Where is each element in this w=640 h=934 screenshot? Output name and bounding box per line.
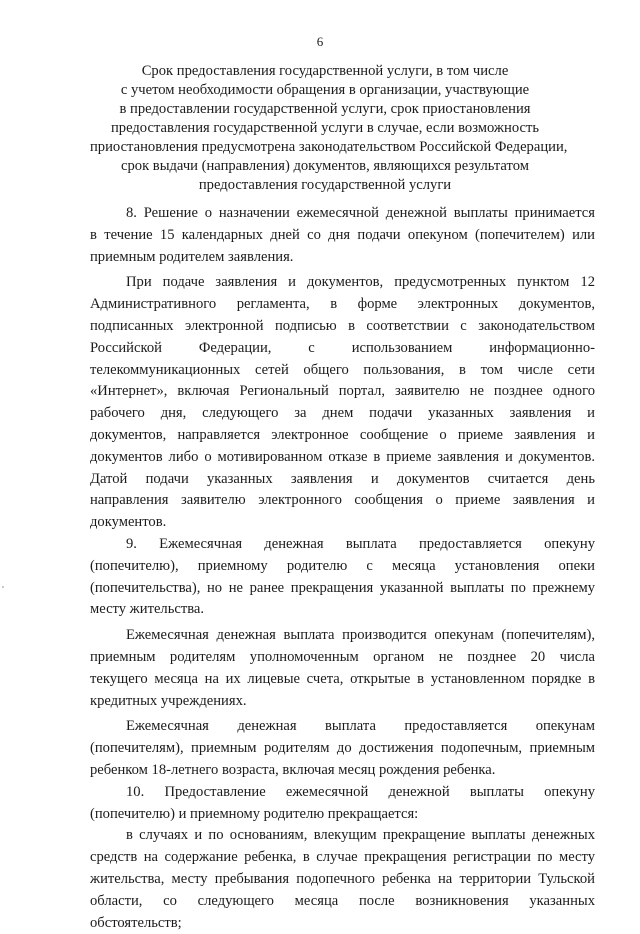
text-line: документов либо о мотивированном отказе в приеме заявления и документов. bbox=[90, 447, 595, 469]
paragraph-10 bbox=[90, 782, 595, 826]
heading-line: предоставления государственной услуги в случае, если возможность bbox=[90, 119, 560, 138]
text-line: 10. Предоставление ежемесячной денежной выплаты опекуну bbox=[90, 782, 595, 804]
heading-line: срок выдачи (направления) документов, являющихся результатом bbox=[90, 157, 560, 176]
text-line: документов. bbox=[90, 512, 595, 534]
paragraph-payment-duration bbox=[90, 716, 595, 781]
heading-line: в предоставлении государственной услуги, срок приостановления bbox=[90, 100, 560, 119]
text-line: 9. Ежемесячная денежная выплата предоставляется опекуну bbox=[90, 534, 595, 556]
heading-line: приостановления предусмотрена законодательством Российской Федерации, bbox=[90, 138, 560, 157]
text-line: рабочего дня, следующего за днем подачи указанных заявления и bbox=[90, 403, 595, 425]
text-line: (попечителям), приемным родителям до достижения подопечным, приемным bbox=[90, 738, 595, 760]
text-line: подписанных электронной подписью в соответствии с законодательством bbox=[90, 316, 595, 338]
text-line: месту жительства. bbox=[90, 599, 595, 621]
text-line: ребенком 18-летнего возраста, включая месяц рождения ребенка. bbox=[90, 760, 595, 782]
text-line: Ежемесячная денежная выплата производится опекунам (попечителям), bbox=[90, 625, 595, 647]
text-line: документов, направляется электронное сообщение о приеме заявления и bbox=[90, 425, 595, 447]
text-line: (попечительства), но не ранее прекращения указанной выплаты по прежнему bbox=[90, 578, 595, 600]
section-heading bbox=[90, 62, 560, 195]
text-line: приемным родителям уполномоченным органом не позднее 20 числа bbox=[90, 647, 595, 669]
heading-line: предоставления государственной услуги bbox=[90, 176, 560, 195]
heading-line: Срок предоставления государственной услуги, в том числе bbox=[90, 62, 560, 81]
document-body bbox=[90, 203, 595, 934]
scan-speck bbox=[2, 586, 4, 588]
paragraph-8 bbox=[90, 203, 595, 268]
text-line: Ежемесячная денежная выплата предоставляется опекунам bbox=[90, 716, 595, 738]
text-line: в течение 15 календарных дней со дня подачи опекуном (попечителем) или bbox=[90, 225, 595, 247]
text-line: области, со следующего месяца после возникновения указанных bbox=[90, 891, 595, 913]
text-line: (попечителю), приемному родителю с месяца установления опеки bbox=[90, 556, 595, 578]
text-line: (попечителю) и приемному родителю прекращается: bbox=[90, 804, 595, 826]
paragraph-termination-cases bbox=[90, 825, 595, 934]
text-line: При подаче заявления и документов, предусмотренных пунктом 12 bbox=[90, 272, 595, 294]
paragraph-electronic-submission bbox=[90, 272, 595, 534]
text-line: жительства, месту пребывания подопечного ребенка на территории Тульской bbox=[90, 869, 595, 891]
paragraph-9 bbox=[90, 534, 595, 621]
text-line: текущего месяца на их лицевые счета, открытые в установленном порядке в bbox=[90, 669, 595, 691]
text-line: приемным родителем заявления. bbox=[90, 247, 595, 269]
text-line: 8. Решение о назначении ежемесячной денежной выплаты принимается bbox=[90, 203, 595, 225]
text-line: Административного регламента, в форме электронных документов, bbox=[90, 294, 595, 316]
page-number: 6 bbox=[0, 34, 640, 50]
text-line: Российской Федерации, с использованием информационно- bbox=[90, 338, 595, 360]
text-line: телекоммуникационных сетей общего пользования, в том числе сети bbox=[90, 360, 595, 382]
text-line: направления заявителю электронного сообщения о приеме заявления и bbox=[90, 490, 595, 512]
text-line: «Интернет», включая Региональный портал, заявителю не позднее одного bbox=[90, 381, 595, 403]
text-line: Датой подачи указанных заявления и документов считается день bbox=[90, 469, 595, 491]
heading-line: с учетом необходимости обращения в организации, участвующие bbox=[90, 81, 560, 100]
paragraph-payment-schedule bbox=[90, 625, 595, 712]
text-line: кредитных учреждениях. bbox=[90, 691, 595, 713]
text-line: обстоятельств; bbox=[90, 913, 595, 934]
text-line: в случаях и по основаниям, влекущим прекращение выплаты денежных bbox=[90, 825, 595, 847]
text-line: средств на содержание ребенка, в случае прекращения регистрации по месту bbox=[90, 847, 595, 869]
